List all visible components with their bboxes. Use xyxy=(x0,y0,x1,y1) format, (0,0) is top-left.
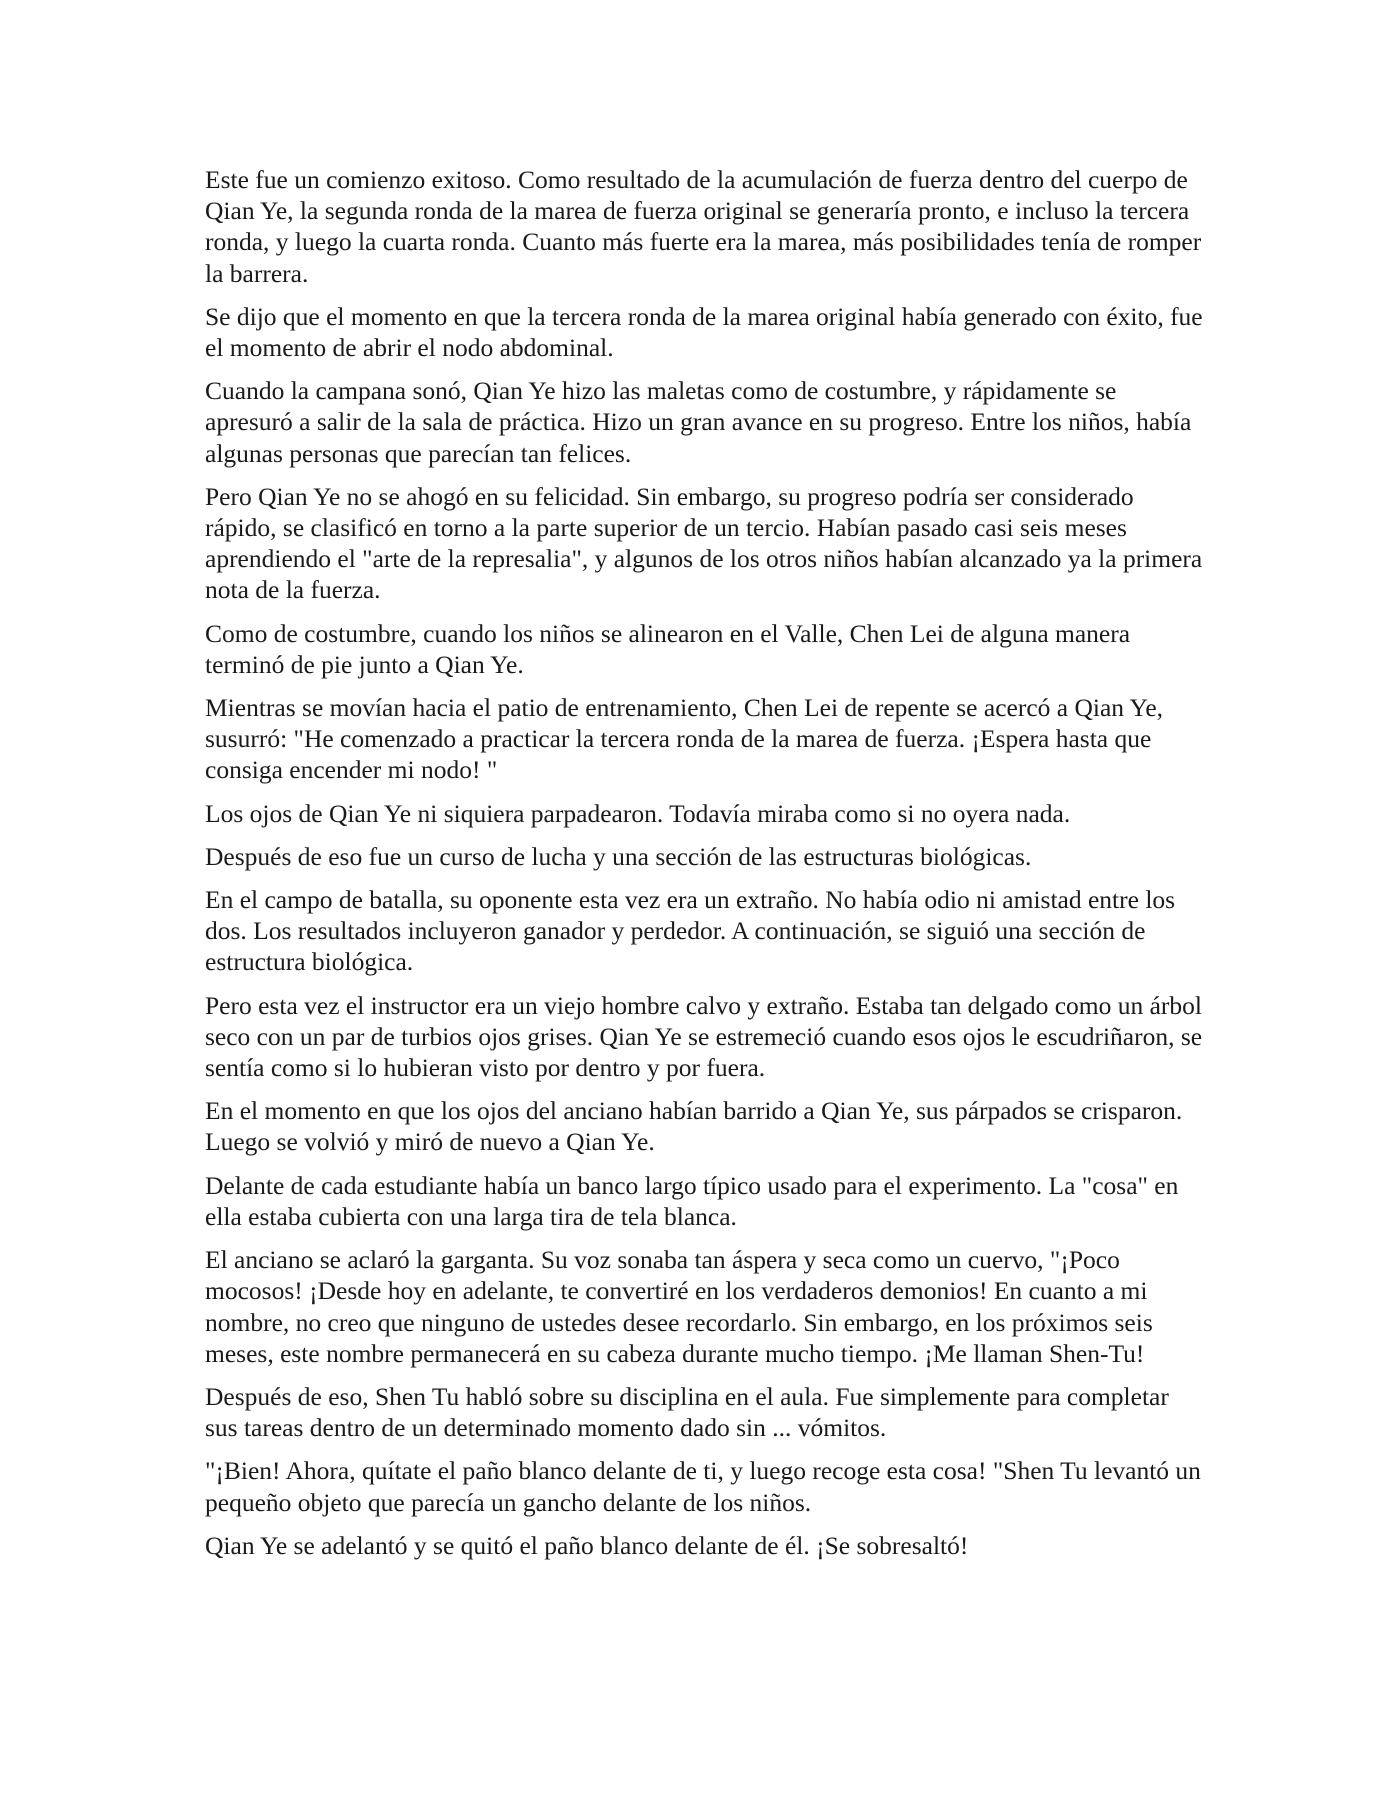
paragraph-10: Pero esta vez el instructor era un viejo hombre calvo y extraño. Estaba tan delgado como un árbol seco con un par de turbios ojos grises. Qian Ye se estremeció cuando esos ojos le escudriñaron, se sentía como si lo hubieran visto por dentro y por fuera. xyxy=(205,990,1203,1083)
paragraph-8: Después de eso fue un curso de lucha y una sección de las estructuras biológicas. xyxy=(205,841,1032,871)
paragraph-11: En el momento en que los ojos del anciano habían barrido a Qian Ye, sus párpados se crisparon. Luego se volvió y miró de nuevo a Qian Ye. xyxy=(205,1096,1183,1157)
paragraph-14: Después de eso, Shen Tu habló sobre su disciplina en el aula. Fue simplemente para completar sus tareas dentro de un determinado momento dado sin ... vómitos. xyxy=(205,1381,1169,1443)
paragraph-15: "¡Bien! Ahora, quítate el paño blanco delante de ti, y luego recoge esta cosa! "Shen Tu levantó un pequeño objeto que parecía un gancho delante de los niños. xyxy=(205,1456,1201,1517)
paragraph-3: Cuando la campana sonó, Qian Ye hizo las maletas como de costumbre, y rápidamente se apresuró a salir de la sala de práctica. Hizo un gran avance en su progreso. Entre los niños, había algunas personas que parecían tan felices. xyxy=(205,376,1192,468)
paragraph-16: Qian Ye se adelantó y se quitó el paño blanco delante de él. ¡Se sobresaltó! xyxy=(205,1530,969,1560)
paragraph-13: El anciano se aclaró la garganta. Su voz sonaba tan áspera y seca como un cuervo, "¡Poco mocosos! ¡Desde hoy en adelante, te convertiré en los verdaderos demonios! En cuanto a mi nombre, no creo que ninguno de ustedes desee recordarlo. Sin embargo, en los próximos seis meses, este nombre permanecerá en su cabeza durante mucho tiempo. ¡Me llaman Shen-Tu! xyxy=(205,1245,1153,1368)
paragraph-5: Como de costumbre, cuando los niños se alinearon en el Valle, Chen Lei de alguna manera terminó de pie junto a Qian Ye. xyxy=(205,618,1131,679)
document-page xyxy=(205,164,1205,1573)
paragraph-9: En el campo de batalla, su oponente esta vez era un extraño. No había odio ni amistad entre los dos. Los resultados incluyeron ganador y perdedor. A continuación, se siguió una sección de estructura biológica. xyxy=(205,885,1176,977)
paragraph-4: Pero Qian Ye no se ahogó en su felicidad. Sin embargo, su progreso podría ser considerado rápido, se clasificó en torno a la parte superior de un tercio. Habían pasado casi seis meses aprendiendo el "arte de la represalia", y algunos de los otros niños habían alcanzado ya la primera nota de la fuerza. xyxy=(205,481,1203,605)
paragraph-7: Los ojos de Qian Ye ni siquiera parpadearon. Todavía miraba como si no oyera nada. xyxy=(205,798,1071,828)
paragraph-6: Mientras se movían hacia el patio de entrenamiento, Chen Lei de repente se acercó a Qian Ye, susurró: "He comenzado a practicar la tercera ronda de la marea de fuerza. ¡Espera hasta que consiga encender mi nodo! " xyxy=(205,693,1164,785)
paragraph-12: Delante de cada estudiante había un banco largo típico usado para el experimento. La "cosa" en ella estaba cubierta con una larga tira de tela blanca. xyxy=(205,1170,1179,1231)
paragraph-1: Este fue un comienzo exitoso. Como resultado de la acumulación de fuerza dentro del cuerpo de Qian Ye, la segunda ronda de la marea de fuerza original se generaría pronto, e incluso la tercera ronda, y luego la cuarta ronda. Cuanto más fuerte era la marea, más posibilidades tenía de romper la barrera. xyxy=(205,165,1202,288)
paragraph-2: Se dijo que el momento en que la tercera ronda de la marea original había generado con éxito, fue el momento de abrir el nodo abdominal. xyxy=(205,301,1203,363)
